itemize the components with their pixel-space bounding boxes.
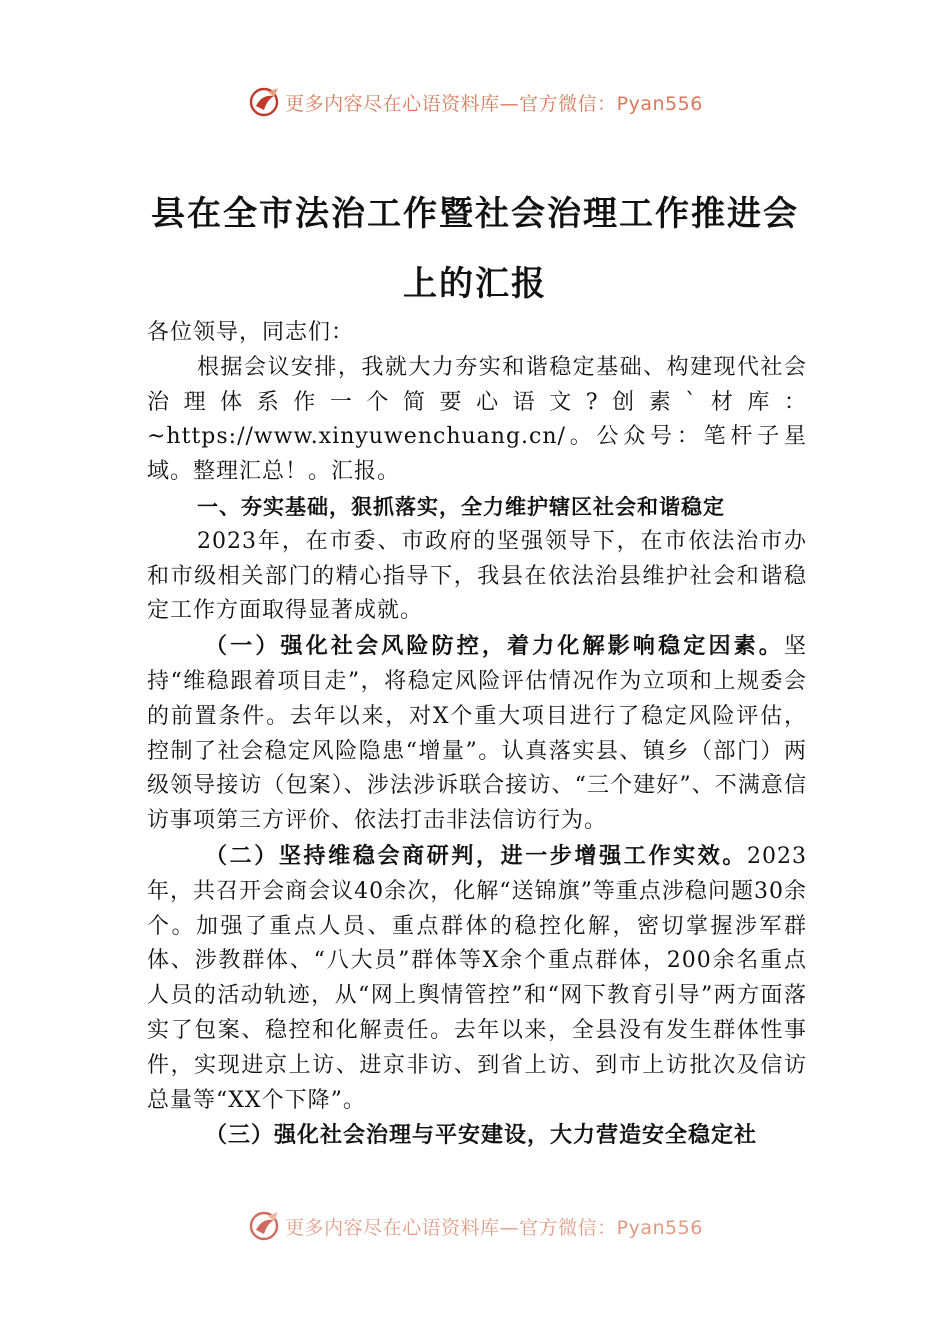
subsection-2-title: （二）坚持维稳会商研判，进一步增强工作实效。 [205, 842, 747, 869]
logo-icon [247, 1208, 283, 1244]
subsection-3 [147, 1118, 807, 1154]
subsection-3-title: （三）强化社会治理与平安建设，大力营造安全稳定社 [205, 1122, 758, 1149]
salutation: 各位领导，同志们： [147, 320, 355, 345]
document-title-line1: 县在全市法治工作暨社会治理工作推进会 [151, 194, 799, 234]
section1-paragraph: 2023年，在市委、市政府的坚强领导下，在市依法治市办和市级相关部门的精心指导下，我县在依法治县维护社会和谐稳定工作方面取得显著成就。 [147, 528, 807, 624]
intro-paragraph: 根据会议安排，我就大力夯实和谐稳定基础、构建现代社会治理体系作一个简要心语文?创素`材库：~https://www.xinyuwenchuang.cn/。公众号：笔杆子星域。整理汇总！。汇报。 [147, 354, 807, 485]
watermark-header [0, 84, 950, 120]
subsection-2-text: 2023年，共召开会商会议40余次，化解“送锦旗”等重点涉稳问题30余个。加强了重点人员、重点群体的稳控化解，密切掌握涉军群体、涉教群体、“八大员”群体等X余个重点群体，200余名重点人员的活动轨迹，从“网上舆情管控”和“网下教育引导”两方面落实了包案、稳控和化解责任。去年以来，全县没有发生群体性事件，实现进京上访、进京非访、到省上访、到市上访批次及信访总量等“XX个下降”。 [147, 843, 807, 1113]
subsection-1 [147, 629, 807, 839]
watermark-text: 更多内容尽在心语资料库—官方微信：Pyan556 [285, 92, 703, 115]
subsection-1-text: 坚持“维稳跟着项目走”，将稳定风险评估情况作为立项和上规委会的前置条件。去年以来，对X个重大项目进行了稳定风险评估，控制了社会稳定风险隐患“增量”。认真落实县、镇乡（部门）两级领导接访（包案）、涉法涉诉联合接访、“三个建好”、不满意信访事项第三方评价、依法打击非法信访行为。 [147, 634, 807, 834]
logo-icon [247, 84, 283, 120]
document-body [147, 316, 807, 1154]
section-heading-1: 一、夯实基础，狠抓落实，全力维护辖区社会和谐稳定 [197, 494, 725, 519]
watermark-text: 更多内容尽在心语资料库—官方微信：Pyan556 [285, 1216, 703, 1239]
subsection-1-title: （一）强化社会风险防控，着力化解影响稳定因素。 [205, 633, 784, 660]
document-title-line2: 上的汇报 [403, 264, 547, 304]
subsection-2 [147, 839, 807, 1118]
watermark-footer [0, 1208, 950, 1244]
